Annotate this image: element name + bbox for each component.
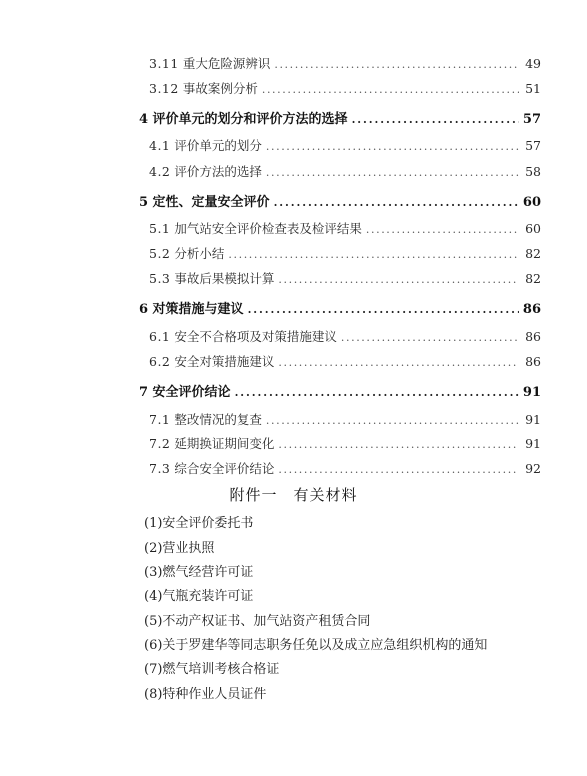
toc-page: 49	[525, 56, 541, 71]
toc-page: 86	[525, 354, 541, 369]
toc-leader	[228, 248, 519, 261]
toc-page: 82	[525, 271, 541, 286]
annex-item: (2)营业执照	[144, 541, 215, 556]
toc-chapter	[139, 191, 541, 210]
toc-entry	[149, 327, 541, 345]
toc-number: 4.1	[149, 138, 171, 153]
annex-item: (6)关于罗建华等同志职务任免以及成立应急组织机构的通知	[144, 638, 488, 653]
toc-number: 6	[139, 302, 149, 317]
toc-number: 3.11	[149, 56, 179, 71]
toc-page: 58	[525, 164, 541, 179]
toc-leader	[366, 223, 519, 236]
toc-entry	[149, 219, 541, 237]
toc-title: 事故案例分析	[182, 81, 258, 96]
toc-title: 评价单元的划分和评价方法的选择	[152, 112, 348, 127]
toc-leader	[266, 166, 519, 179]
toc-leader	[274, 196, 519, 209]
toc-number: 5.1	[149, 221, 171, 236]
toc-chapter	[139, 381, 541, 400]
toc-leader	[235, 386, 519, 399]
toc-page: 91	[525, 412, 541, 427]
toc-page: 92	[525, 461, 541, 476]
toc-leader	[341, 331, 519, 344]
toc-number: 3.12	[149, 81, 179, 96]
toc-leader	[248, 303, 519, 316]
toc-page: 60	[522, 195, 541, 210]
annex-item: (4)气瓶充装许可证	[144, 589, 254, 604]
toc-number: 4	[139, 112, 149, 127]
toc-title: 安全不合格项及对策措施建议	[174, 329, 337, 344]
toc-chapter	[139, 108, 541, 127]
toc-page: 91	[522, 385, 541, 400]
toc-entry	[149, 79, 541, 97]
toc-title: 分析小结	[174, 246, 225, 261]
toc-title: 加气站安全评价检查表及检评结果	[174, 221, 362, 236]
toc-number: 7	[139, 385, 149, 400]
toc-title: 重大危险源辨识	[182, 56, 271, 71]
toc-number: 7.2	[149, 436, 171, 451]
annex-item: (3)燃气经营许可证	[144, 565, 254, 580]
toc-leader	[278, 463, 519, 476]
toc-entry	[149, 244, 541, 262]
toc-number: 5	[139, 195, 149, 210]
toc-leader	[278, 273, 519, 286]
toc-title: 对策措施与建议	[152, 302, 244, 317]
toc-page: 60	[525, 221, 541, 236]
toc-page: 51	[525, 81, 541, 96]
toc-title: 安全评价结论	[152, 385, 231, 400]
toc-leader	[352, 113, 519, 126]
toc-title: 延期换证期间变化	[174, 436, 275, 451]
toc-entry	[149, 434, 541, 452]
toc-number: 6.1	[149, 329, 171, 344]
annex-title: 附件一 有关材料	[229, 486, 358, 504]
annex-item: (8)特种作业人员证件	[144, 687, 267, 702]
toc-page: 86	[522, 302, 541, 317]
toc-number: 6.2	[149, 354, 171, 369]
toc-entry	[149, 136, 541, 154]
toc-page: 57	[522, 112, 541, 127]
toc-title: 评价方法的选择	[174, 164, 262, 179]
toc-entry	[149, 54, 541, 72]
toc-page: 91	[525, 436, 541, 451]
toc-number: 4.2	[149, 164, 171, 179]
toc-entry	[149, 352, 541, 370]
toc-leader	[266, 414, 519, 427]
toc-chapter	[139, 298, 541, 317]
toc-page: 82	[525, 246, 541, 261]
annex-item: (7)燃气培训考核合格证	[144, 662, 280, 677]
toc-title: 安全对策措施建议	[174, 354, 275, 369]
toc-leader	[266, 140, 519, 153]
toc-number: 5.2	[149, 246, 171, 261]
toc-entry	[149, 459, 541, 477]
toc-number: 7.1	[149, 412, 171, 427]
toc-entry	[149, 410, 541, 428]
toc-page: 86	[525, 329, 541, 344]
toc-leader	[262, 83, 519, 96]
toc-title: 综合安全评价结论	[174, 461, 275, 476]
toc-title: 事故后果模拟计算	[174, 271, 275, 286]
toc-leader	[278, 438, 519, 451]
annex-item: (1)安全评价委托书	[144, 516, 254, 531]
toc-title: 定性、定量安全评价	[152, 195, 270, 210]
toc-entry	[149, 162, 541, 180]
toc-number: 7.3	[149, 461, 171, 476]
toc-page: 57	[525, 138, 541, 153]
toc-number: 5.3	[149, 271, 171, 286]
annex-item: (5)不动产权证书、加气站资产租赁合同	[144, 614, 371, 629]
toc-title: 评价单元的划分	[174, 138, 262, 153]
toc-leader	[278, 356, 519, 369]
toc-leader	[274, 58, 519, 71]
toc-entry	[149, 269, 541, 287]
toc-title: 整改情况的复查	[174, 412, 262, 427]
